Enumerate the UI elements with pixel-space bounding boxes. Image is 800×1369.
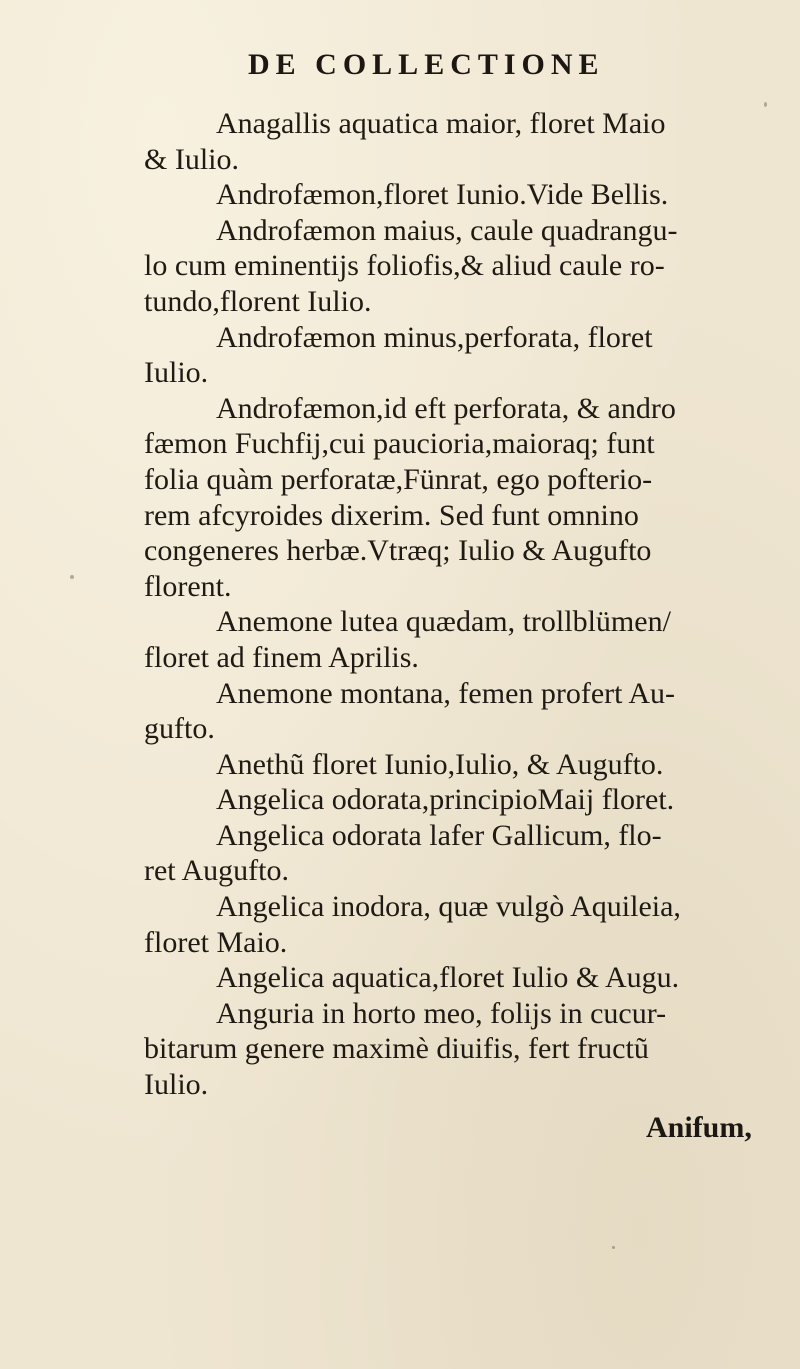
text-line: Anemone lutea quædam, trollblümen/ [216, 605, 671, 639]
paper-speck [764, 102, 767, 107]
text-line: gufto. [144, 712, 215, 746]
text-line: ret Augufto. [144, 854, 289, 888]
text-line: Iulio. [144, 356, 209, 390]
text-line: Angelica inodora, quæ vulgò Aquileia, [216, 890, 681, 924]
text-line: tundo,florent Iulio. [144, 284, 372, 318]
text-line: Androfæmon maius, caule quadrangu- [216, 213, 678, 247]
text-line: Angelica aquatica,floret Iulio & Augu. [216, 961, 680, 995]
text-line: florent. [144, 569, 232, 603]
text-line: bitarum genere maximè diuifis, fert fructũ [144, 1032, 649, 1066]
text-line: floret Maio. [144, 925, 288, 959]
text-line: Anemone montana, femen profert Au- [216, 676, 676, 710]
text-line: floret ad finem Aprilis. [144, 640, 419, 674]
text-line: congeneres herbæ.Vtræq; Iulio & Augufto [144, 534, 652, 568]
text-line: folia quàm perforatæ,Fünrat, ego pofterio- [144, 462, 653, 496]
text-line: lo cum eminentijs foliofis,& aliud caule ro- [144, 249, 665, 283]
text-line: Angelica odorata lafer Gallicum, flo- [216, 818, 662, 852]
text-line: fæmon Fuchfij,cui paucioria,maioraq; funt [144, 427, 655, 461]
text-line: rem afcyroides dixerim. Sed funt omnino [144, 498, 639, 532]
text-line: & Iulio. [144, 142, 239, 176]
body-text [144, 64, 784, 1103]
paper-speck [612, 1246, 615, 1249]
running-head: DE COLLECTIONE [248, 48, 605, 81]
text-line: Androfæmon,id eft perforata, & andro [216, 391, 676, 425]
text-line: Androfæmon,floret Iunio.Vide Bellis. [216, 178, 669, 212]
text-line: Anagallis aquatica maior, floret Maio [216, 107, 666, 140]
text-line: Androfæmon minus,perforata, floret [216, 320, 653, 354]
paper-speck [70, 575, 74, 579]
text-line: Angelica odorata,principioMaij floret. [216, 783, 675, 817]
catchword: Anifum, [646, 1111, 752, 1144]
text-line: Iulio. [144, 1068, 209, 1102]
text-line: Anethũ floret Iunio,Iulio, & Augufto. [216, 747, 664, 781]
text-line: Anguria in horto meo, folijs in cucur- [216, 996, 667, 1030]
